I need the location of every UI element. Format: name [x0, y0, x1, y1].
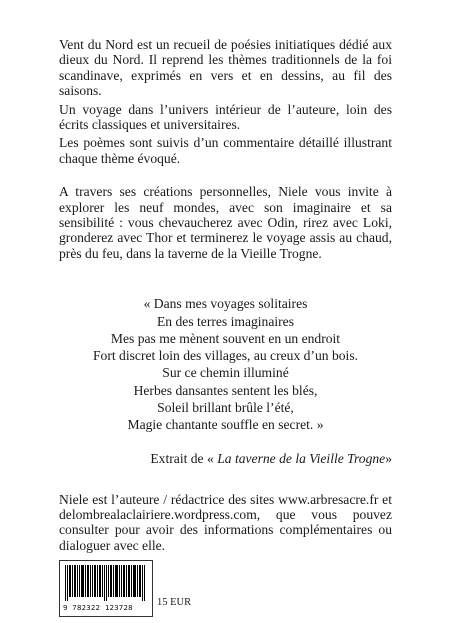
intro-paragraph-2: Un voyage dans l’univers intérieur de l’auteure, loin des écrits classiques et universitaires. — [59, 101, 392, 133]
poem-line: « Dans mes voyages solitaires — [143, 296, 308, 312]
author-paragraph: Niele est l’auteure / rédactrice des sites www.arbresacre.fr et delombrealaclairiere.wordpress.com, que vous pouvez consulter pour avoir des informations complémentaires ou dialoguer avec elle. — [59, 491, 392, 553]
poem-excerpt — [59, 295, 392, 433]
poem-line: Herbes dansantes sentent les blés, — [133, 382, 318, 398]
poem-line: Fort discret loin des villages, au creux d’un bois. — [92, 348, 359, 364]
isbn-digits: 9 782322 123728 — [63, 603, 133, 612]
intro-paragraph-3: Les poèmes sont suivis d’un commentaire détaillé illustrant chaque thème évoqué. — [59, 135, 392, 166]
intro-paragraph-1: Vent du Nord est un recueil de poésies initiatiques dédié aux dieux du Nord. Il reprend les thèmes traditionnels de la foi scandinave, exprimés en vers et en dessins, au fil des saisons. — [59, 37, 392, 99]
extract-credit — [59, 451, 392, 467]
poem-line: En des terres imaginaires — [156, 313, 295, 329]
extract-prefix: Extrait de « — [150, 450, 214, 466]
poem-line: Sur ce chemin illuminé — [162, 365, 289, 381]
creations-paragraph: A travers ses créations personnelles, Niele vous invite à explorer les neuf mondes, avec son imaginaire et sa sensibilité : vous chevaucherez avec Odin, rirez avec Loki, gronderez avec Thor et terminerez le voyage assis au chaud, près du feu, dans la taverne de la Vieille Trogne. — [59, 184, 392, 261]
extract-title: La taverne de la Vieille Trogne — [213, 450, 386, 466]
poem-line: Mes pas me mènent souvent en un endroit — [110, 330, 341, 346]
barcode-frame — [59, 560, 153, 617]
barcode-icon — [64, 565, 148, 601]
isbn-barcode — [59, 560, 209, 612]
poem-line: Magie chantante souffle en secret. » — [127, 417, 324, 433]
price-label: 15 EUR — [157, 597, 192, 608]
poem-line: Soleil brillant brûle l’été, — [157, 400, 294, 416]
extract-suffix: » — [385, 450, 392, 466]
back-cover-text — [59, 37, 392, 553]
